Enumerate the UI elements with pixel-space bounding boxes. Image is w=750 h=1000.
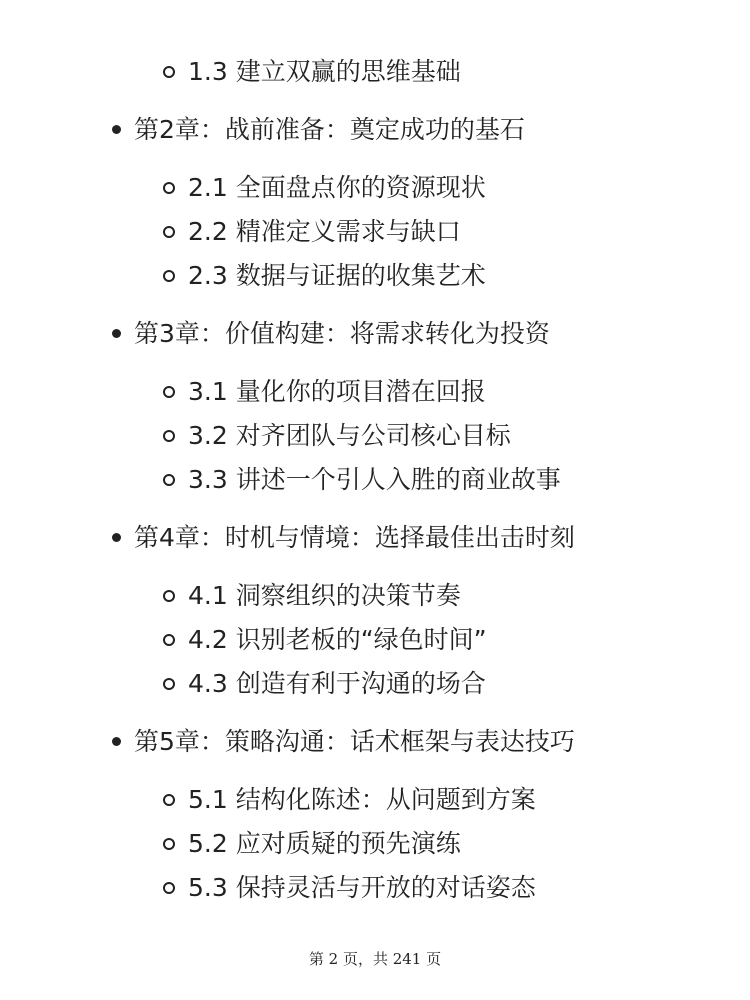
toc-section-5-3[interactable]: [0, 866, 750, 910]
toc-section-1-3[interactable]: [0, 50, 750, 94]
toc-section-label: 3.3 讲述一个引人入胜的商业故事: [188, 465, 561, 494]
toc-chapter-label: 第2章：战前准备：奠定成功的基石: [134, 115, 525, 144]
toc-section-label: 2.3 数据与证据的收集艺术: [188, 261, 486, 290]
toc-section-5-1[interactable]: [0, 778, 750, 822]
toc-section-label: 4.3 创造有利于沟通的场合: [188, 669, 486, 698]
page-number-footer: 第 2 页，共 241 页: [308, 950, 442, 968]
toc-chapter-label: 第5章：策略沟通：话术框架与表达技巧: [134, 727, 575, 756]
toc-section-label: 2.2 精准定义需求与缺口: [188, 217, 461, 246]
circle-bullet-icon: [163, 226, 175, 238]
toc-section-3-3[interactable]: [0, 458, 750, 502]
toc-section-label: 3.1 量化你的项目潜在回报: [188, 377, 486, 406]
table-of-contents: [0, 50, 750, 910]
toc-section-4-3[interactable]: [0, 662, 750, 706]
disc-bullet-icon: [112, 125, 121, 134]
toc-section-2-3[interactable]: [0, 254, 750, 298]
toc-section-label: 5.3 保持灵活与开放的对话姿态: [188, 873, 536, 902]
circle-bullet-icon: [163, 182, 175, 194]
toc-section-label: 2.1 全面盘点你的资源现状: [188, 173, 486, 202]
toc-chapter-2[interactable]: [0, 108, 750, 152]
toc-section-2-2[interactable]: [0, 210, 750, 254]
toc-section-3-2[interactable]: [0, 414, 750, 458]
toc-chapter-4[interactable]: [0, 516, 750, 560]
disc-bullet-icon: [112, 329, 121, 338]
toc-chapter-label: 第3章：价值构建：将需求转化为投资: [134, 319, 550, 348]
toc-section-label: 4.2 识别老板的“绿色时间”: [188, 625, 487, 654]
circle-bullet-icon: [163, 794, 175, 806]
circle-bullet-icon: [163, 838, 175, 850]
toc-chapter-5[interactable]: [0, 720, 750, 764]
circle-bullet-icon: [163, 270, 175, 282]
circle-bullet-icon: [163, 634, 175, 646]
toc-chapter-3[interactable]: [0, 312, 750, 356]
disc-bullet-icon: [112, 533, 121, 542]
circle-bullet-icon: [163, 678, 175, 690]
toc-chapter-label: 第4章：时机与情境：选择最佳出击时刻: [134, 523, 575, 552]
toc-section-4-1[interactable]: [0, 574, 750, 618]
disc-bullet-icon: [112, 737, 121, 746]
toc-section-5-2[interactable]: [0, 822, 750, 866]
toc-section-label: 3.2 对齐团队与公司核心目标: [188, 421, 511, 450]
toc-section-2-1[interactable]: [0, 166, 750, 210]
toc-section-label: 4.1 洞察组织的决策节奏: [188, 581, 461, 610]
circle-bullet-icon: [163, 882, 175, 894]
toc-section-label: 5.1 结构化陈述：从问题到方案: [188, 785, 536, 814]
circle-bullet-icon: [163, 66, 175, 78]
circle-bullet-icon: [163, 430, 175, 442]
toc-section-label: 1.3 建立双赢的思维基础: [188, 57, 461, 86]
circle-bullet-icon: [163, 474, 175, 486]
toc-section-4-2[interactable]: [0, 618, 750, 662]
circle-bullet-icon: [163, 590, 175, 602]
toc-section-label: 5.2 应对质疑的预先演练: [188, 829, 461, 858]
toc-section-3-1[interactable]: [0, 370, 750, 414]
circle-bullet-icon: [163, 386, 175, 398]
